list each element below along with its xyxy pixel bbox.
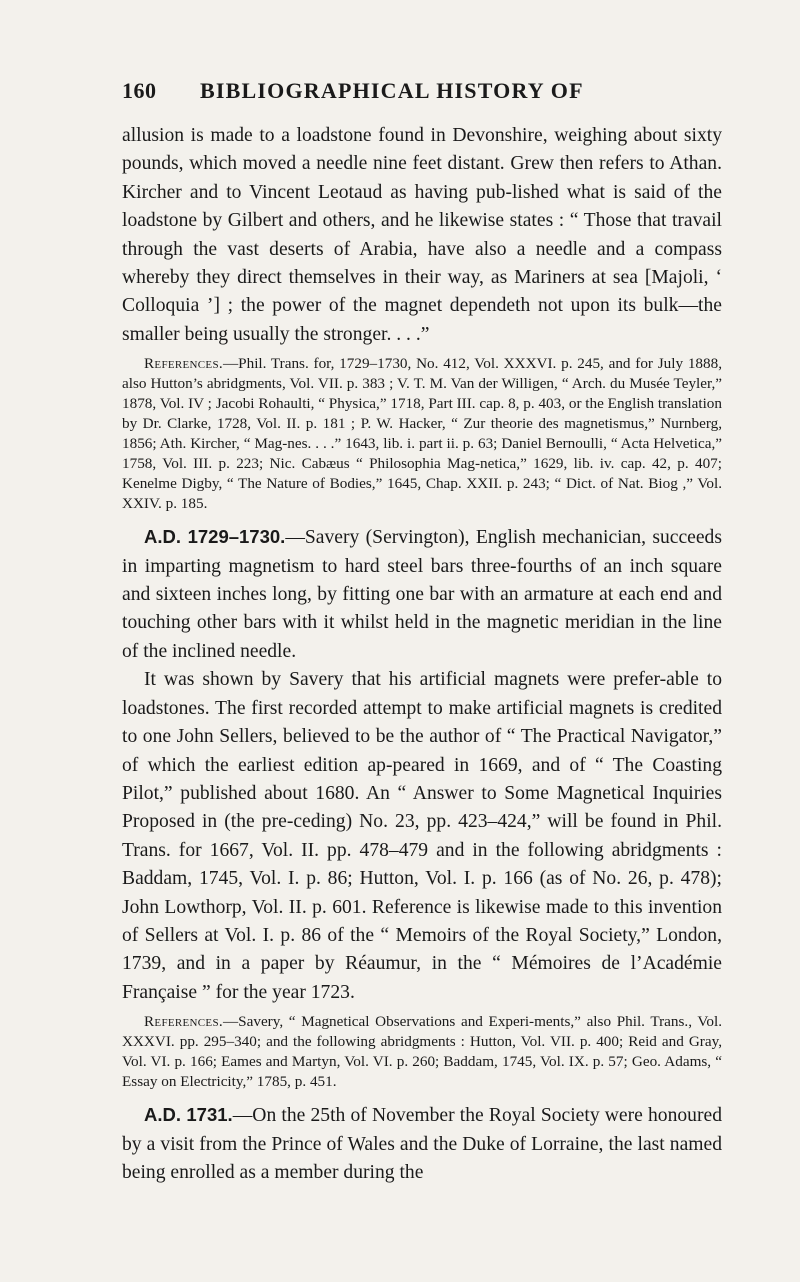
paragraph-text: allusion is made to a loadstone found in Devonshire, weighing about sixty pounds, which moved a needle nine feet distant. Grew then refers to Athan. Kircher and to Vincent Leotaud as having pub-lished what is said of the loadstone by Gilbert and others, and he likewise states : “ Those that travail through the vast deserts of Arabia, have also a needle and a compass whereby they direct themselves in their way, as Mariners at sea [Majoli, ‘ Colloquia ’] ; the power of the magnet dependeth not upon its bulk—the smaller being usually the stronger. . . .”: [122, 125, 722, 345]
references-block-2: [122, 1012, 722, 1092]
paragraph-text: It was shown by Savery that his artificial magnets were prefer-able to loadstones. The first recorded attempt to make artificial magnets is credited to one John Sellers, believed to be the author of “ The Practical Navigator,” of which the earliest edition ap-peared in 1669, and of “ The Coasting Pilot,” published about 1680. An “ Answer to Some Magnetical Inquiries Proposed in (the pre-ceding) No. 23, pp. 423–424,” will be found in Phil. Trans. for 1667, Vol. II. pp. 478–479 and in the following abridgments : Baddam, 1745, Vol. I. p. 86; Hutton, Vol. I. p. 166 (as of No. 26, p. 478); John Lowthorp, Vol. II. p. 601. Reference is likewise made to this invention of Sellers at Vol. I. p. 86 of the “ Memoirs of the Royal Society,” London, 1739, and in a paper by Réaumur, in the “ Mémoires de l’Académie Française ” for the year 1723.: [122, 669, 722, 1003]
paragraph-savery-sellers: [122, 666, 722, 1007]
entry-text: —On the 25th of November the Royal Society were honoured by a visit from the Prince of Wales and the Duke of Lorraine, the last named being enrolled as a member during the: [122, 1105, 722, 1183]
entry-date: A.D. 1731.: [144, 1104, 233, 1126]
entry-1729-1730: [122, 523, 722, 666]
references-text: —Savery, “ Magnetical Observations and Experi-ments,” also Phil. Trans., Vol. XXXVI. pp. 295–340; and the following abridgments : Hutton, Vol. VII. p. 400; Reid and Gray, Vol. VI. p. 166; Eames and Martyn, Vol. VI. p. 260; Baddam, 1745, Vol. IX. p. 57; Geo. Adams, “ Essay on Electricity,” 1785, p. 451.: [122, 1013, 722, 1091]
entry-1731: [122, 1101, 722, 1187]
page-number: 160: [122, 78, 157, 103]
references-block-1: [122, 354, 722, 514]
running-title: BIBLIOGRAPHICAL HISTORY OF: [200, 78, 584, 103]
references-label: References.: [144, 1013, 223, 1031]
paragraph-grew-loadstone: [122, 122, 722, 349]
references-label: References.: [144, 355, 223, 373]
references-text: —Phil. Trans. for, 1729–1730, No. 412, Vol. XXXVI. p. 245, and for July 1888, also Hutton’s abridgments, Vol. VII. p. 383 ; V. T. M. Van der Willigen, “ Arch. du Musée Teyler,” 1878, Vol. IV ; Jacobi Rohaulti, “ Physica,” 1718, Part III. cap. 8, p. 403, or the English translation by Dr. Clarke, 1728, Vol. II. p. 181 ; P. W. Hacker, “ Zur theorie des magnetismus,” Nurnberg, 1856; Ath. Kircher, “ Mag-nes. . . .” 1643, lib. i. part ii. p. 63; Daniel Bernoulli, “ Acta Helvetica,” 1758, Vol. III. p. 223; Nic. Cabæus “ Philosophia Mag-netica,” 1629, lib. iv. cap. 42, p. 407; Kenelme Digby, “ The Nature of Bodies,” 1645, Chap. XXII. p. 243; “ Dict. of Nat. Biog ,” Vol. XXIV. p. 185.: [122, 355, 722, 513]
page-header: [0, 78, 800, 118]
page-body: [122, 122, 722, 1187]
entry-date: A.D. 1729–1730.: [144, 526, 286, 548]
entry-text: —Savery (Servington), English mechanician, succeeds in imparting magnetism to hard steel bars three-fourths of an inch square and sixteen inches long, by fitting one bar with an armature at each end and touching other bars with it whilst held in the magnetic meridian in the line of the inclined needle.: [122, 527, 722, 662]
